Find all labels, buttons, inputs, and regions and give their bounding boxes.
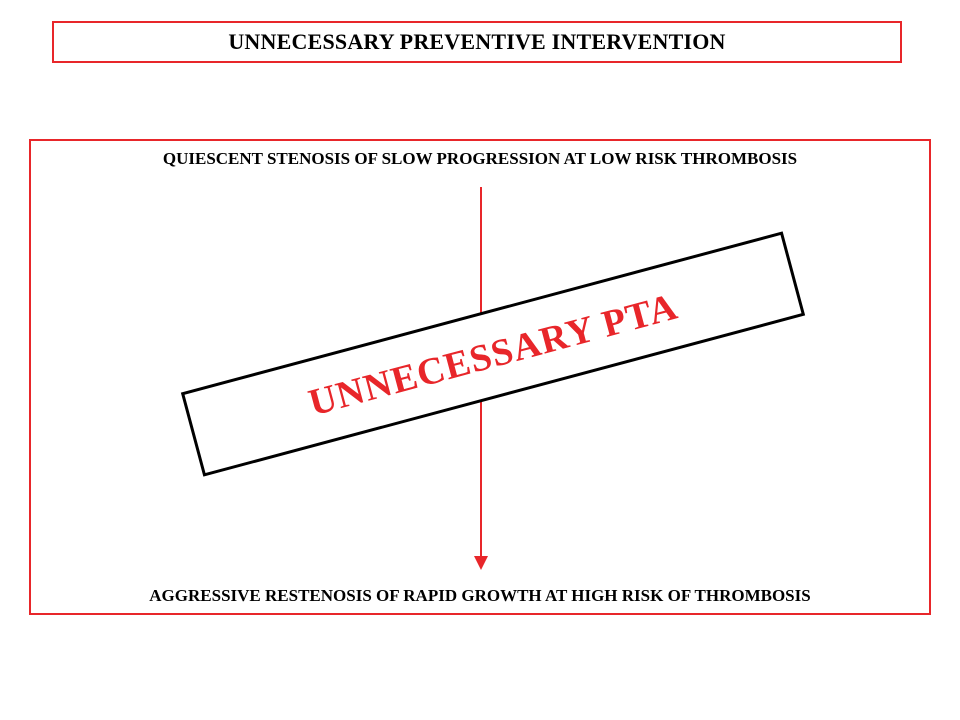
page-title: UNNECESSARY PREVENTIVE INTERVENTION [228,29,726,54]
banner-label: UNNECESSARY PTA [304,285,683,425]
bottom-statement: AGGRESSIVE RESTENOSIS OF RAPID GROWTH AT HIGH RISK OF THROMBOSIS [149,586,811,605]
pta-banner [183,233,804,475]
top-statement: QUIESCENT STENOSIS OF SLOW PROGRESSION AT LOW RISK THROMBOSIS [162,149,798,168]
arrow-head [474,556,488,570]
